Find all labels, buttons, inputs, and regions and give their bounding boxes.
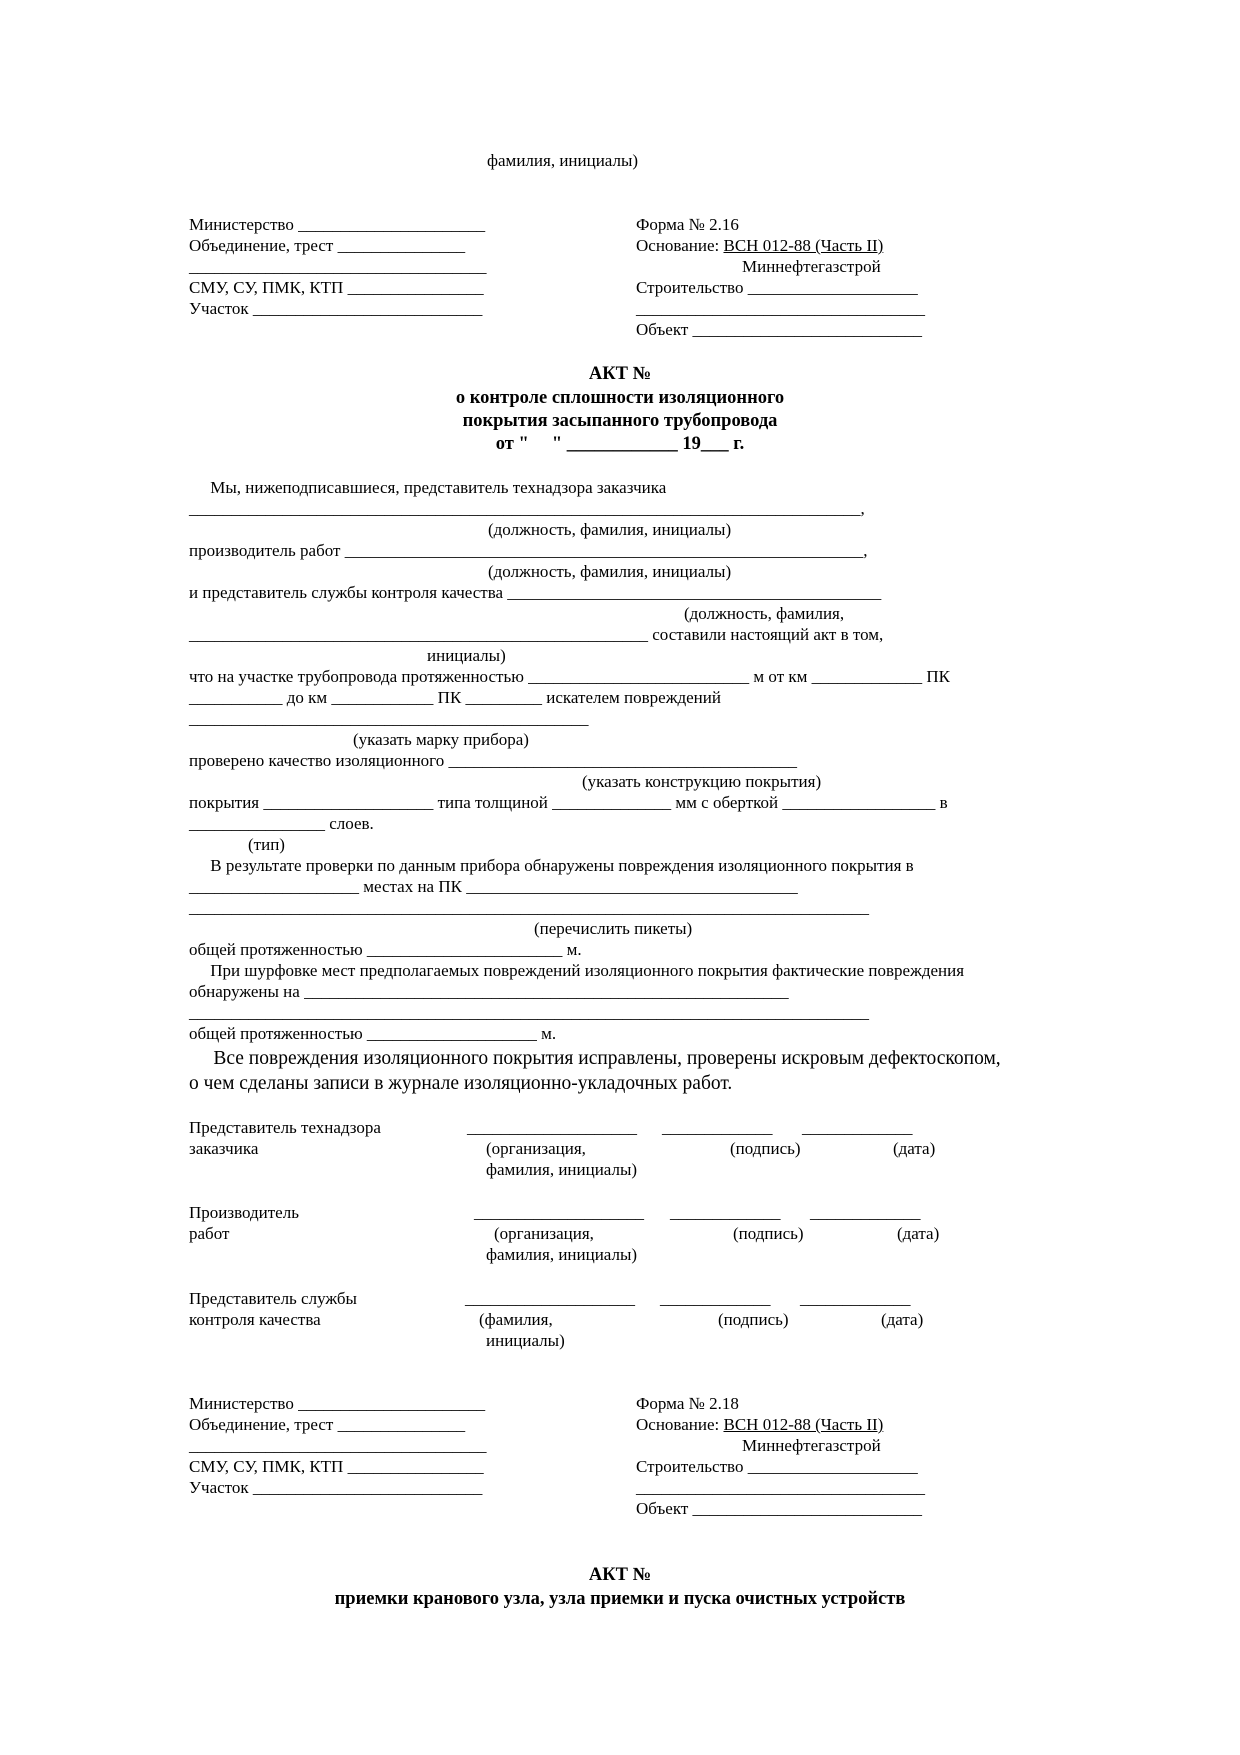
- body-line: ________________________________________________________________________________: [189, 898, 869, 917]
- sig-producer-date-line: _____________: [810, 1203, 921, 1222]
- body-line-large: Все повреждения изоляционного покрытия исправлены, проверены искровым дефектоскопом,: [189, 1048, 1001, 1069]
- body-caption: (должность, фамилия, инициалы): [488, 520, 732, 539]
- body-line: ______________________________________________________ составили настоящий акт в том,: [189, 625, 884, 644]
- act1-subtitle-1: о контроле сплошности изоляционного: [455, 388, 785, 408]
- section-field: Участок ___________________________: [189, 299, 483, 318]
- basis-link[interactable]: ВСН 012-88 (Часть II): [723, 1415, 884, 1434]
- sig-producer-org-caption: (организация,: [494, 1224, 594, 1243]
- act2-title: АКТ №: [588, 1565, 652, 1585]
- blank-field: ___________________________________: [189, 257, 487, 276]
- ministry-name: Миннефтегазстрой: [742, 257, 881, 276]
- body-line: проверено качество изоляционного _________________________________________: [189, 751, 797, 770]
- body-line: покрытия ____________________ типа толщиной ______________ мм с оберткой __________________ в: [189, 793, 948, 812]
- sig-producer-label-2: работ: [189, 1224, 230, 1243]
- body-line: что на участке трубопровода протяженностью __________________________ м от км _____________ ПК: [189, 667, 951, 686]
- construction-field: Строительство ____________________: [636, 1457, 918, 1476]
- sig-qc-fio-caption-2: инициалы): [486, 1331, 565, 1350]
- object-field: Объект ___________________________: [636, 320, 923, 339]
- basis-label: Основание:: [636, 1415, 724, 1434]
- smu-field: СМУ, СУ, ПМК, КТП ________________: [189, 278, 484, 297]
- body-line: общей протяженностью _______________________ м.: [189, 940, 582, 959]
- form-number: Форма № 2.18: [636, 1394, 739, 1413]
- ministry-field: Министерство ______________________: [189, 1394, 486, 1413]
- construction-blank: __________________________________: [636, 1478, 925, 1497]
- body-line: В результате проверки по данным прибора обнаружены повреждения изоляционного покрытия в: [189, 856, 914, 875]
- blank-field: ___________________________________: [189, 1436, 487, 1455]
- trust-field: Объединение, трест _______________: [189, 236, 466, 255]
- body-caption: (указать марку прибора): [353, 730, 529, 749]
- sig-customer-date-caption: (дата): [893, 1139, 936, 1158]
- body-caption: (тип): [248, 835, 285, 854]
- basis-line: [636, 1415, 883, 1435]
- body-line: ____________________ местах на ПК _______________________________________: [189, 877, 798, 896]
- construction-field: Строительство ____________________: [636, 278, 918, 297]
- body-caption: (должность, фамилия, инициалы): [488, 562, 732, 581]
- sig-qc-date-line: _____________: [800, 1289, 911, 1308]
- sig-customer-org-caption-2: фамилия, инициалы): [486, 1160, 638, 1179]
- sig-qc-label-1: Представитель службы: [189, 1289, 357, 1308]
- sig-customer-date-line: _____________: [802, 1118, 913, 1137]
- basis-label: Основание:: [636, 236, 724, 255]
- sig-qc-date-caption: (дата): [881, 1310, 924, 1329]
- sig-producer-label-1: Производитель: [189, 1203, 299, 1222]
- sig-producer-org-line: ____________________: [474, 1203, 644, 1222]
- body-line: ________________ слоев.: [189, 814, 374, 833]
- sig-customer-label-2: заказчика: [189, 1139, 259, 1158]
- body-caption: инициалы): [427, 646, 506, 665]
- act2-subtitle: приемки кранового узла, узла приемки и пуска очистных устройств: [334, 1589, 906, 1609]
- body-line: производитель работ _____________________________________________________________,: [189, 541, 868, 560]
- body-line: При шурфовке мест предполагаемых повреждений изоляционного покрытия фактические повреждения: [189, 961, 965, 980]
- sig-customer-sign-caption: (подпись): [730, 1139, 801, 1158]
- sig-qc-sign-caption: (подпись): [718, 1310, 789, 1329]
- body-line: и представитель службы контроля качества ____________________________________________: [189, 583, 882, 602]
- sig-producer-date-caption: (дата): [897, 1224, 940, 1243]
- trust-field: Объединение, трест _______________: [189, 1415, 466, 1434]
- act1-title: АКТ №: [588, 364, 652, 384]
- sig-producer-sign-line: _____________: [670, 1203, 781, 1222]
- body-caption: (перечислить пикеты): [534, 919, 693, 938]
- act1-date-line: от " " ____________ 19___ г.: [495, 434, 745, 454]
- body-line: обнаружены на _________________________________________________________: [189, 982, 789, 1001]
- smu-field: СМУ, СУ, ПМК, КТП ________________: [189, 1457, 484, 1476]
- sig-customer-sign-line: _____________: [662, 1118, 773, 1137]
- ministry-field: Министерство ______________________: [189, 215, 486, 234]
- sig-producer-sign-caption: (подпись): [733, 1224, 804, 1243]
- object-field: Объект ___________________________: [636, 1499, 923, 1518]
- sig-customer-org-caption: (организация,: [486, 1139, 586, 1158]
- sig-qc-fio-caption: (фамилия,: [479, 1310, 553, 1329]
- top-note: фамилия, инициалы): [487, 151, 639, 170]
- ministry-name: Миннефтегазстрой: [742, 1436, 881, 1455]
- form-number: Форма № 2.16: [636, 215, 739, 234]
- body-line: _______________________________________________________________________________,: [189, 499, 865, 518]
- body-line: общей протяженностью ____________________ м.: [189, 1024, 557, 1043]
- sig-qc-sign-line: _____________: [660, 1289, 771, 1308]
- body-line: _______________________________________________: [189, 709, 589, 728]
- body-line: Мы, нижеподписавшиеся, представитель технадзора заказчика: [189, 478, 667, 497]
- body-line: ___________ до км ____________ ПК _________ искателем повреждений: [189, 688, 721, 707]
- sig-customer-label-1: Представитель технадзора: [189, 1118, 381, 1137]
- act1-subtitle-2: покрытия засыпанного трубопровода: [462, 411, 778, 431]
- body-caption: (указать конструкцию покрытия): [582, 772, 822, 791]
- sig-customer-org-line: ____________________: [467, 1118, 637, 1137]
- basis-line: [636, 236, 883, 256]
- body-line: ________________________________________________________________________________: [189, 1003, 869, 1022]
- sig-qc-org-line: ____________________: [465, 1289, 635, 1308]
- basis-link[interactable]: ВСН 012-88 (Часть II): [723, 236, 884, 255]
- body-caption: (должность, фамилия,: [684, 604, 845, 623]
- section-field: Участок ___________________________: [189, 1478, 483, 1497]
- construction-blank: __________________________________: [636, 299, 925, 318]
- body-line-large: о чем сделаны записи в журнале изоляционно-укладочных работ.: [189, 1073, 733, 1094]
- sig-producer-org-caption-2: фамилия, инициалы): [486, 1245, 638, 1264]
- sig-qc-label-2: контроля качества: [189, 1310, 321, 1329]
